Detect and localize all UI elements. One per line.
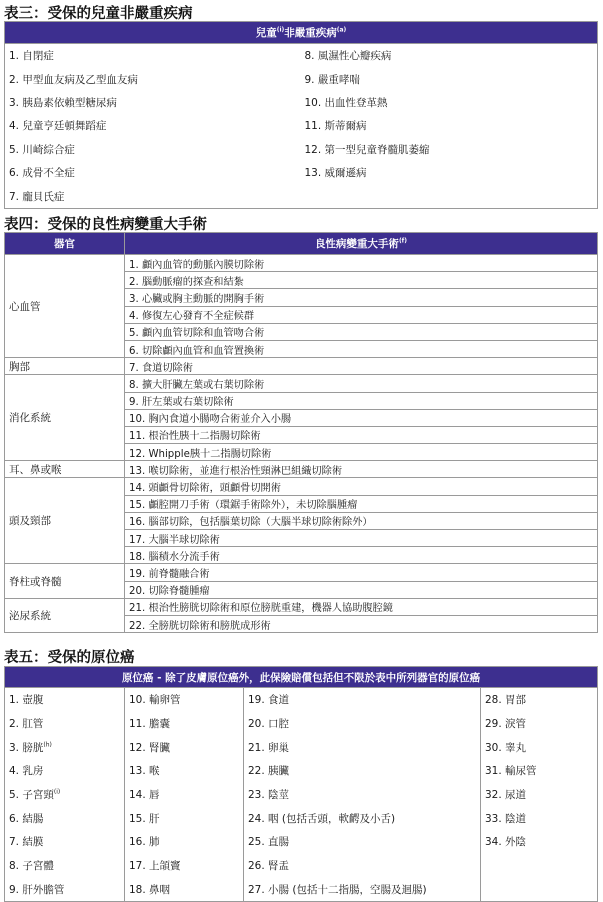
table-row (5, 564, 598, 581)
table-row (5, 806, 598, 830)
surgery-item: 22. 全膀胱切除術和膀胱成形術 (125, 615, 598, 632)
surgery-item: 18. 腦積水分流手術 (125, 547, 598, 564)
surgery-item: 10. 胸內食道小腸吻合術並介入小腸 (125, 409, 598, 426)
organ-item: 3. 膀胱$^{(h)}$ (5, 735, 125, 759)
table-row (5, 255, 598, 272)
organ-item: 17. 上頜竇 (125, 854, 244, 878)
organ-item: 11. 膽囊 (125, 712, 244, 736)
table-row (5, 854, 598, 878)
organ-item: 12. 腎臟 (125, 735, 244, 759)
organ-item: 6. 結腸 (5, 806, 125, 830)
table-row (5, 184, 598, 208)
organ-cell: 泌尿系統 (5, 598, 125, 632)
table5-carcinoma-in-situ (4, 666, 598, 902)
organ-item: 31. 輸尿管 (481, 759, 598, 783)
list-item: 10. 出血性登革熱 (304, 96, 388, 109)
organ-item: 1. 壺腹 (5, 688, 125, 712)
organ-item: 10. 輸卵管 (125, 688, 244, 712)
organ-item: 14. 唇 (125, 783, 244, 807)
surgery-item: 4. 修復左心發育不全症候群 (125, 306, 598, 323)
list-item: 7. 龐貝氏症 (9, 190, 65, 203)
organ-item: 33. 陰道 (481, 806, 598, 830)
organ-item: 16. 肺 (125, 830, 244, 854)
organ-item: 15. 肝 (125, 806, 244, 830)
table3-children-illness (4, 21, 598, 209)
organ-item: 21. 卵巢 (244, 735, 481, 759)
table-row (5, 91, 598, 114)
organ-item: 13. 喉 (125, 759, 244, 783)
table-row (5, 67, 598, 90)
surgery-item: 3. 心臟或胸主動脈的開胸手術 (125, 289, 598, 306)
list-item: 9. 嚴重哮喘 (304, 73, 360, 86)
organ-cell: 脊柱或脊髓 (5, 564, 125, 598)
organ-item: 32. 尿道 (481, 783, 598, 807)
list-item: 8. 風濕性心瓣疾病 (304, 50, 392, 63)
organ-item: 8. 子宮體 (5, 854, 125, 878)
organ-item: 22. 胰臟 (244, 759, 481, 783)
table-row (5, 478, 598, 495)
table-row (5, 44, 598, 68)
table-row (5, 138, 598, 161)
organ-item: 9. 肝外膽管 (5, 878, 125, 902)
organ-item: 4. 乳房 (5, 759, 125, 783)
organ-item: 25. 直腸 (244, 830, 481, 854)
table4-col-organ: 器官 (5, 233, 125, 255)
surgery-item: 11. 根治性胰十二指腸切除術 (125, 426, 598, 443)
table4-benign-surgery (4, 232, 598, 633)
surgery-item: 6. 切除顱內血管和血管置換術 (125, 340, 598, 357)
surgery-item: 17. 大腦半球切除術 (125, 530, 598, 547)
list-item: 4. 兒童亨廷頓舞蹈症 (9, 120, 107, 133)
list-item (301, 184, 598, 208)
table4-col-surgery: 良性病變重大手術$^{(f)}$ (125, 233, 598, 255)
organ-item: 23. 陰莖 (244, 783, 481, 807)
table-row (5, 878, 598, 902)
organ-item: 5. 子宮頸$^{(i)}$ (5, 783, 125, 807)
list-item: 5. 川崎綜合症 (9, 143, 75, 156)
table-row (5, 375, 598, 392)
surgery-item: 19. 前脊髓融合術 (125, 564, 598, 581)
surgery-item: 9. 肝左葉或右葉切除術 (125, 392, 598, 409)
surgery-item: 16. 腦部切除，包括腦葉切除（大腦半球切除術除外） (125, 512, 598, 529)
organ-cell: 頭及頸部 (5, 478, 125, 564)
organ-item: 27. 小腸 (包括十二指腸，空腸及迴腸) (244, 878, 481, 902)
table-row (5, 688, 598, 712)
surgery-item: 15. 顱腔開刀手術（環鋸手術除外），未切除腦腫瘤 (125, 495, 598, 512)
organ-item: 18. 鼻咽 (125, 878, 244, 902)
surgery-item: 21. 根治性膀胱切除術和原位膀胱重建，機器人協助腹腔鏡 (125, 598, 598, 615)
organ-item: 28. 胃部 (481, 688, 598, 712)
organ-cell: 胸部 (5, 358, 125, 375)
table-row (5, 161, 598, 184)
organ-item: 29. 淚管 (481, 712, 598, 736)
surgery-item: 13. 喉切除術，並進行根治性頸淋巴組織切除術 (125, 461, 598, 478)
organ-item: 26. 腎盂 (244, 854, 481, 878)
table-row (5, 598, 598, 615)
organ-item (481, 854, 598, 878)
list-item: 6. 成骨不全症 (9, 167, 75, 180)
surgery-item: 20. 切除脊髓腫瘤 (125, 581, 598, 598)
organ-cell: 耳、鼻或喉 (5, 461, 125, 478)
organ-item: 19. 食道 (244, 688, 481, 712)
table5-title: 表五：受保的原位癌 (4, 650, 135, 666)
list-item: 12. 第一型兒童脊髓肌萎縮 (304, 143, 430, 156)
surgery-item: 5. 顱內血管切除和血管吻合術 (125, 323, 598, 340)
organ-cell: 心血管 (5, 255, 125, 358)
table-row (5, 735, 598, 759)
table-row (5, 712, 598, 736)
surgery-item: 7. 食道切除術 (125, 358, 598, 375)
list-item: 2. 甲型血友病及乙型血友病 (9, 73, 138, 86)
surgery-item: 8. 擴大肝臟左葉或右葉切除術 (125, 375, 598, 392)
list-item: 3. 胰島素依賴型糖尿病 (9, 96, 117, 109)
table-row (5, 759, 598, 783)
list-item: 13. 威爾遜病 (304, 167, 367, 180)
table5-header: 原位癌 - 除了皮膚原位癌外，此保險賠償包括但不限於表中所列器官的原位癌 (5, 667, 598, 688)
organ-item (481, 878, 598, 902)
table-row (5, 461, 598, 478)
surgery-item: 1. 顱內血管的動脈內膜切除術 (125, 255, 598, 272)
surgery-item: 14. 頭顱骨切除術，頭顱骨切開術 (125, 478, 598, 495)
table-row (5, 114, 598, 137)
table-row (5, 830, 598, 854)
table-row (5, 358, 598, 375)
surgery-item: 2. 腦動脈瘤的探查和結紮 (125, 272, 598, 289)
organ-item: 7. 結膜 (5, 830, 125, 854)
organ-item: 30. 睾丸 (481, 735, 598, 759)
organ-item: 20. 口腔 (244, 712, 481, 736)
list-item: 11. 斯蒂爾病 (304, 120, 367, 133)
list-item: 1. 自閉症 (9, 50, 54, 63)
table3-header: 兒童$^{(i)}$非嚴重疾病$^{(a)}$ (5, 22, 598, 44)
table3-title: 表三：受保的兒童非嚴重疾病 (4, 6, 193, 22)
organ-item: 24. 咽 (包括舌頭，軟齶及小舌) (244, 806, 481, 830)
organ-cell: 消化系統 (5, 375, 125, 461)
organ-item: 34. 外陰 (481, 830, 598, 854)
table-row (5, 783, 598, 807)
surgery-item: 12. Whipple胰十二指腸切除術 (125, 444, 598, 461)
organ-item: 2. 肛管 (5, 712, 125, 736)
table4-title: 表四：受保的良性病變重大手術 (4, 217, 207, 233)
